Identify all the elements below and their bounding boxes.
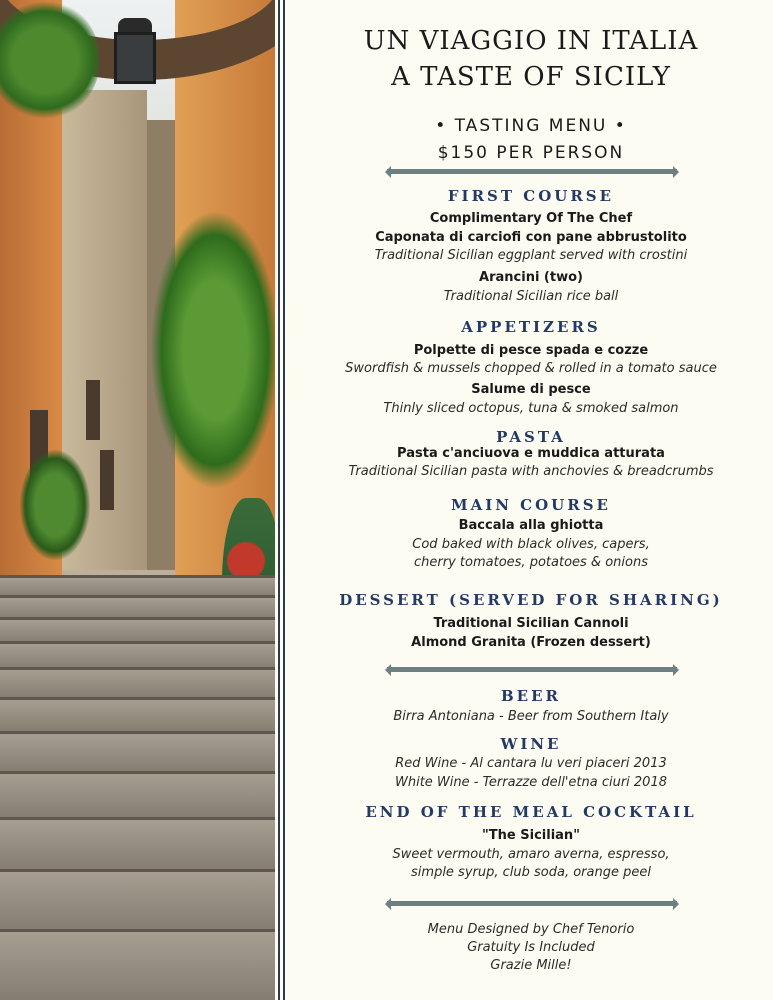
photo-plant [150,210,275,490]
section-divider [385,664,679,676]
dish-description: Traditional Sicilian eggplant served with crostini [374,248,688,263]
wine-heading: WINE [500,735,562,753]
cocktail-description: simple syrup, club soda, orange peel [411,865,651,880]
dish-name: Arancini (two) [479,270,583,285]
cocktail-heading: END OF THE MEAL COCKTAIL [365,803,697,821]
frame-double-line [275,0,289,1000]
beer-item: Birra Antoniana - Beer from Southern Italy [393,709,669,724]
wine-item: Red Wine - Al cantara lu veri piaceri 2013 [395,756,667,771]
dish-description: Swordfish & mussels chopped & rolled in a tomato sauce [345,361,717,376]
footer-thanks: Grazie Mille! [490,958,572,973]
cocktail-description: Sweet vermouth, amaro averna, espresso, [392,847,670,862]
dish-description: Cod baked with black olives, capers, [412,537,650,552]
dessert-item: Traditional Sicilian Cannoli [433,616,629,631]
dessert-item: Almond Granita (Frozen dessert) [411,635,651,650]
dish-name: Pasta c'anciuova e muddica atturata [397,446,665,461]
dish-description: cherry tomatoes, potatoes & onions [414,555,648,570]
alley-photo [0,0,275,1000]
tasting-menu-label: • TASTING MENU • [435,116,627,136]
dish-name: Salume di pesce [471,382,591,397]
photo-window [100,450,114,510]
photo-stone-steps [0,575,275,1000]
footer-chef-credit: Menu Designed by Chef Tenorio [427,922,635,937]
first-course-heading: FIRST COURSE [447,187,615,205]
dish-name: Caponata di carciofi con pane abbrustolito [375,230,687,245]
pasta-heading: PASTA [496,428,566,446]
beer-heading: BEER [500,687,561,705]
dish-name: Baccala alla ghiotta [458,518,604,533]
menu-panel [289,0,773,1000]
price-label: $150 PER PERSON [437,143,625,163]
footer-gratuity: Gratuity Is Included [467,940,595,955]
section-divider [385,898,679,910]
dish-description: Thinly sliced octopus, tuna & smoked salmon [383,401,679,416]
appetizers-heading: APPETIZERS [461,318,601,336]
dish-description: Traditional Sicilian pasta with anchovies & breadcrumbs [348,464,714,479]
menu-title: UN VIAGGIO IN ITALIA [363,26,699,56]
street-lamp-icon [110,18,160,98]
section-divider [385,166,679,178]
cocktail-name: "The Sicilian" [482,828,580,843]
menu-subtitle: A TASTE OF SICILY [391,62,671,92]
photo-plant [20,450,90,560]
wine-item: White Wine - Terrazze dell'etna ciuri 2018 [394,775,667,790]
complimentary-note: Complimentary Of The Chef [429,211,633,226]
main-course-heading: MAIN COURSE [450,496,611,514]
dish-name: Polpette di pesce spada e cozze [413,343,649,358]
photo-window [86,380,100,440]
dessert-heading: DESSERT (SERVED FOR SHARING) [339,591,723,609]
dish-description: Traditional Sicilian rice ball [443,289,619,304]
